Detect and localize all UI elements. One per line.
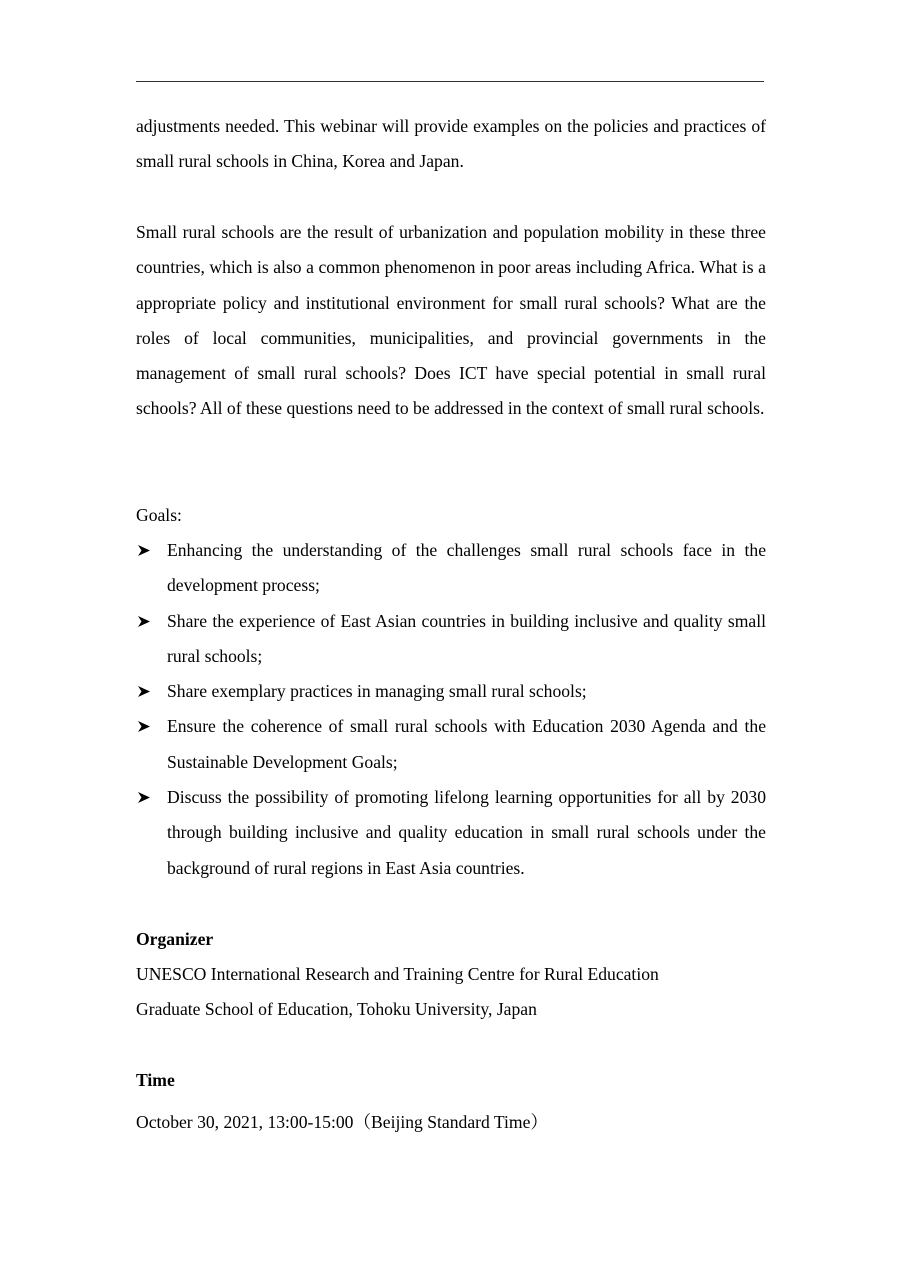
arrow-bullet-icon xyxy=(136,604,152,639)
goal-item xyxy=(136,674,766,709)
goal-item xyxy=(136,533,766,604)
goal-text: Discuss the possibility of promoting lifelong learning opportunities for all by 2030 through building inclusive and quality education in small rural schools under the background of rural regions in East Asia countries. xyxy=(167,787,766,878)
goal-text: Enhancing the understanding of the challenges small rural schools face in the development process; xyxy=(167,540,766,596)
arrow-bullet-icon xyxy=(136,533,152,568)
goals-label: Goals: xyxy=(136,505,182,525)
organizer-line: UNESCO International Research and Training Centre for Rural Education xyxy=(136,964,659,984)
goal-text: Ensure the coherence of small rural schools with Education 2030 Agenda and the Sustainable Development Goals; xyxy=(167,716,766,772)
organizer-heading: Organizer xyxy=(136,929,214,949)
intro-paragraph: adjustments needed. This webinar will provide examples on the policies and practices of small rural schools in China, Korea and Japan. xyxy=(136,116,766,172)
goal-text: Share the experience of East Asian countries in building inclusive and quality small rural schools; xyxy=(167,610,766,666)
context-paragraph: Small rural schools are the result of urbanization and population mobility in these three countries, which is also a common phenomenon in poor areas including Africa. What is a appropriate policy and institutional environment for small rural schools? What are the roles of local communities, municipalities, and provincial governments in the management of small rural schools? Does ICT have special potential in small rural schools? All of these questions need to be addressed in the context of small rural schools. xyxy=(136,222,766,419)
organizer-line: Graduate School of Education, Tohoku University, Japan xyxy=(136,999,537,1019)
goal-item xyxy=(136,709,766,780)
arrow-bullet-icon xyxy=(136,780,152,815)
goal-item xyxy=(136,604,766,675)
time-value: October 30, 2021, 13:00-15:00（Beijing Standard Time） xyxy=(136,1112,548,1132)
header-rule xyxy=(136,81,764,82)
arrow-bullet-icon xyxy=(136,674,152,709)
arrow-bullet-icon xyxy=(136,709,152,744)
goal-text: Share exemplary practices in managing small rural schools; xyxy=(167,681,587,702)
goals-list xyxy=(136,533,766,886)
goal-item xyxy=(136,780,766,886)
time-heading: Time xyxy=(136,1070,175,1090)
